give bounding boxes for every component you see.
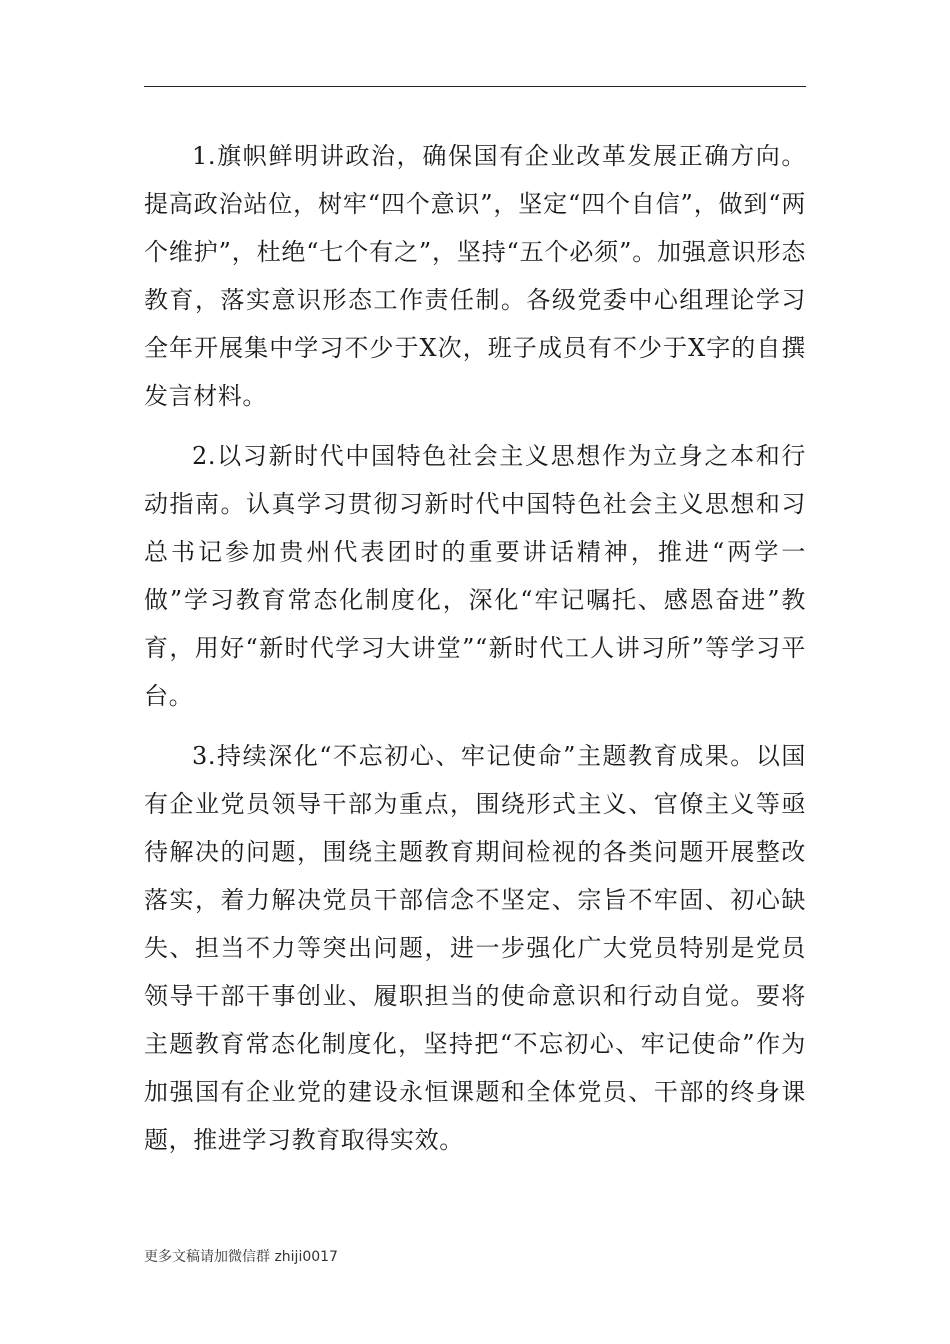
paragraph-3: 3.持续深化“不忘初心、牢记使命”主题教育成果。以国有企业党员领导干部为重点，围绕形式主义、官僚主义等亟待解决的问题，围绕主题教育期间检视的各类问题开展整改落实，着力解决党员干部信念不坚定、宗旨不牢固、初心缺失、担当不力等突出问题，进一步强化广大党员特别是党员领导干部干事创业、履职担当的使命意识和行动自觉。要将主题教育常态化制度化，坚持把“不忘初心、牢记使命”作为加强国有企业党的建设永恒课题和全体党员、干部的终身课题，推进学习教育取得实效。 (144, 742, 806, 1154)
paragraph-2: 2.以习新时代中国特色社会主义思想作为立身之本和行动指南。认真学习贯彻习新时代中国特色社会主义思想和习总书记参加贵州代表团时的重要讲话精神，推进“两学一做”学习教育常态化制度化，深化“牢记嘱托、感恩奋进”教育，用好“新时代学习大讲堂”“新时代工人讲习所”等学习平台。 (144, 442, 806, 710)
footer-note: 更多文稿请加微信群 zhiji0017 (144, 1249, 338, 1265)
header-rule (144, 86, 806, 87)
document-body (144, 132, 806, 1176)
paragraph-1: 1.旗帜鲜明讲政治，确保国有企业改革发展正确方向。提高政治站位，树牢“四个意识”，坚定“四个自信”，做到“两个维护”，杜绝“七个有之”，坚持“五个必须”。加强意识形态教育，落实意识形态工作责任制。各级党委中心组理论学习全年开展集中学习不少于X次，班子成员有不少于X字的自撰发言材料。 (144, 142, 806, 410)
